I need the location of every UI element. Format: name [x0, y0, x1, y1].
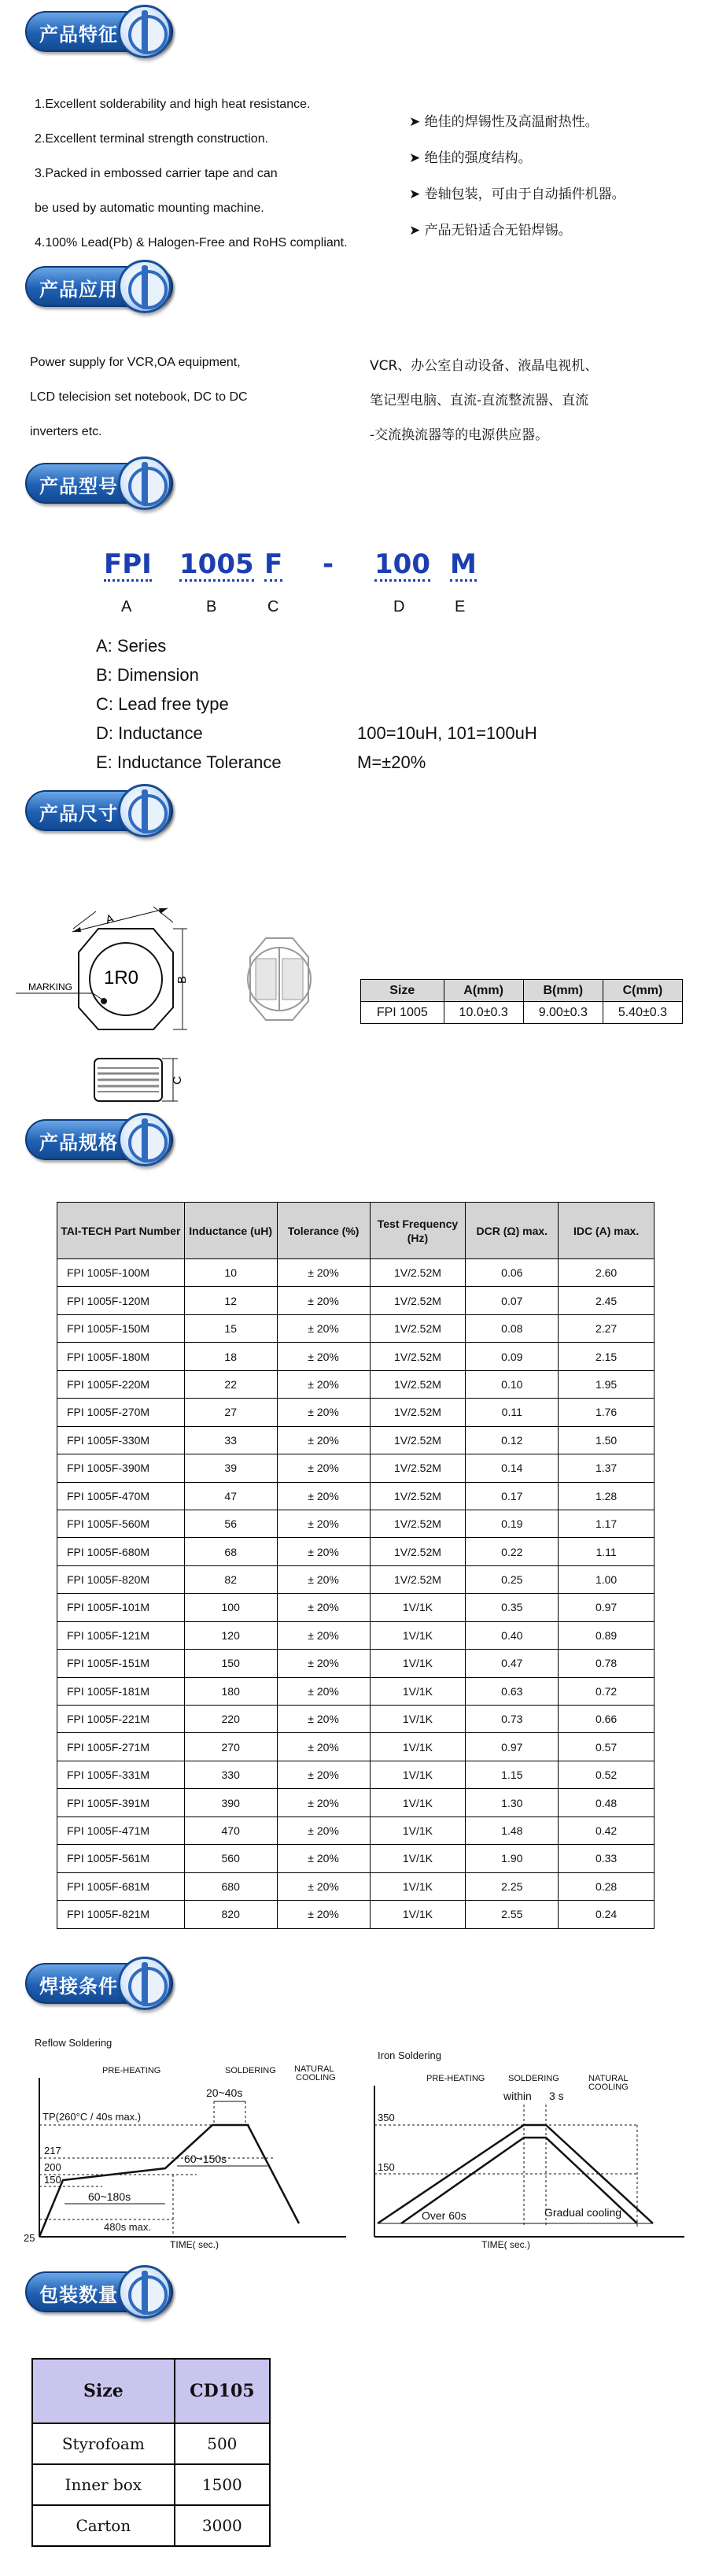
table-cell: 47: [184, 1482, 277, 1510]
table-cell: ± 20%: [277, 1565, 370, 1593]
feature-line: 2.Excellent terminal strength construction.: [35, 132, 269, 146]
table-cell: 0.97: [466, 1733, 559, 1761]
section-badge-model: 产品型号: [25, 455, 173, 510]
table-cell: FPI 1005: [361, 1002, 444, 1024]
table-cell: 18: [184, 1343, 277, 1370]
table-cell: 1.48: [466, 1817, 559, 1844]
model-part-tolerance: M: [450, 549, 477, 580]
table-cell: 1V/1K: [370, 1650, 466, 1677]
table-cell: 9.00±0.3: [523, 1002, 603, 1024]
dim-label-a: A: [104, 911, 116, 927]
table-cell: 0.47: [466, 1650, 559, 1677]
table-cell: FPI 1005F-121M: [57, 1621, 185, 1649]
table-cell: 1V/1K: [370, 1706, 466, 1733]
table-cell: 0.28: [559, 1872, 655, 1900]
reflow-temp-label: 150: [44, 2174, 61, 2186]
table-cell: 12: [184, 1287, 277, 1314]
table-cell: 0.24: [559, 1901, 655, 1928]
logo-icon: [118, 784, 171, 837]
table-row: [32, 2423, 270, 2464]
header-cell: Test Frequency (Hz): [370, 1203, 466, 1259]
table-cell: 10.0±0.3: [444, 1002, 523, 1024]
table-cell: ± 20%: [277, 1733, 370, 1761]
table-cell: 1.30: [466, 1789, 559, 1817]
table-header-row: [361, 980, 683, 1002]
model-letter: A: [121, 598, 132, 615]
table-cell: 560: [184, 1845, 277, 1872]
feature-line: be used by automatic mounting machine.: [35, 201, 264, 215]
section-badge-features: 产品特征: [25, 3, 173, 58]
table-cell: 0.06: [466, 1259, 559, 1287]
header-cell: B(mm): [523, 980, 603, 1002]
table-cell: FPI 1005F-471M: [57, 1817, 185, 1844]
reflow-title: Reflow Soldering: [35, 2037, 112, 2049]
table-row: [57, 1706, 655, 1733]
table-cell: 2.15: [559, 1343, 655, 1370]
model-letter: B: [206, 598, 217, 615]
table-row: [57, 1399, 655, 1426]
side-view-drawing: [94, 1059, 178, 1101]
table-cell: 470: [184, 1817, 277, 1844]
table-cell: FPI 1005F-220M: [57, 1370, 185, 1398]
table-cell: ± 20%: [277, 1761, 370, 1788]
table-cell: 0.48: [559, 1789, 655, 1817]
table-cell: ± 20%: [277, 1706, 370, 1733]
table-cell: 0.57: [559, 1733, 655, 1761]
table-cell: 0.33: [559, 1845, 655, 1872]
reflow-stage-label: SOLDERING: [225, 2066, 276, 2075]
iron-temp-label: 350: [378, 2112, 395, 2123]
table-cell: ± 20%: [277, 1399, 370, 1426]
table-cell: 2.25: [466, 1872, 559, 1900]
header-cell: Inductance (uH): [184, 1203, 277, 1259]
application-cn-line: VCR、办公室自动设备、液晶电视机、: [370, 358, 599, 374]
model-part-inductance: 100: [374, 549, 430, 580]
table-cell: FPI 1005F-120M: [57, 1287, 185, 1314]
table-cell: ± 20%: [277, 1901, 370, 1928]
table-cell: 68: [184, 1538, 277, 1565]
table-cell: 2.45: [559, 1287, 655, 1314]
table-cell: 1V/2.52M: [370, 1287, 466, 1314]
section-badge-soldering: 焊接条件: [25, 1955, 173, 2010]
table-cell: ± 20%: [277, 1343, 370, 1370]
table-row: [361, 1002, 683, 1024]
table-cell: 1V/1K: [370, 1733, 466, 1761]
model-legend-key: C: Lead free type: [96, 694, 229, 714]
table-row: [57, 1565, 655, 1593]
table-cell: 0.12: [466, 1426, 559, 1454]
table-cell: 1V/1K: [370, 1677, 466, 1705]
table-cell: 0.19: [466, 1510, 559, 1537]
model-part-series: FPI: [104, 549, 152, 580]
marking-label: MARKING: [28, 981, 73, 992]
table-cell: 0.63: [466, 1677, 559, 1705]
table-cell: FPI 1005F-271M: [57, 1733, 185, 1761]
table-cell: 0.52: [559, 1761, 655, 1788]
table-cell: 1V/1K: [370, 1789, 466, 1817]
iron-within-label: within: [503, 2090, 532, 2102]
table-cell: 150: [184, 1650, 277, 1677]
table-cell: 0.97: [559, 1594, 655, 1621]
header-cell: Size: [361, 980, 444, 1002]
table-cell: 0.66: [559, 1706, 655, 1733]
feature-cn-line: ➤ 绝佳的强度结构。: [409, 150, 532, 166]
logo-icon: [118, 5, 171, 58]
table-cell: 270: [184, 1733, 277, 1761]
table-cell: 1V/2.52M: [370, 1510, 466, 1537]
table-cell: ± 20%: [277, 1287, 370, 1314]
table-cell: ± 20%: [277, 1677, 370, 1705]
reflow-liquidus-label: 60~150s: [184, 2153, 227, 2165]
table-cell: 0.14: [466, 1454, 559, 1482]
feature-line: 1.Excellent solderability and high heat resistance.: [35, 98, 311, 111]
feature-cn-line: ➤ 绝佳的焊锡性及高温耐热性。: [409, 114, 599, 130]
table-cell: 1.90: [466, 1845, 559, 1872]
table-cell: 0.25: [466, 1565, 559, 1593]
table-header-row: [57, 1203, 655, 1259]
table-cell: 5.40±0.3: [603, 1002, 682, 1024]
spec-table: [57, 1202, 655, 1929]
table-cell: 1.76: [559, 1399, 655, 1426]
table-cell: 1V/2.52M: [370, 1482, 466, 1510]
table-cell: 0.78: [559, 1650, 655, 1677]
header-cell: CD105: [175, 2359, 270, 2423]
table-cell: 2.60: [559, 1259, 655, 1287]
iron-xlabel: TIME( sec.): [481, 2239, 530, 2250]
reflow-stage-label: PRE-HEATING: [102, 2066, 161, 2075]
table-cell: 82: [184, 1565, 277, 1593]
model-part-dash: -: [323, 549, 334, 580]
table-cell: 0.89: [559, 1621, 655, 1649]
table-cell: 0.09: [466, 1343, 559, 1370]
reflow-temp-label: 217: [44, 2145, 61, 2157]
iron-preheat-label: Over 60s: [422, 2209, 466, 2222]
iron-stage-label: NATURAL: [588, 2074, 629, 2083]
table-cell: 1V/2.52M: [370, 1538, 466, 1565]
table-row: [57, 1872, 655, 1900]
reflow-window-label: 20~40s: [206, 2086, 243, 2099]
application-line: Power supply for VCR,OA equipment,: [30, 356, 241, 369]
table-cell: ± 20%: [277, 1817, 370, 1844]
table-cell: FPI 1005F-470M: [57, 1482, 185, 1510]
table-row: [57, 1510, 655, 1537]
section-badge-dimension: 产品尺寸: [25, 782, 173, 837]
feature-line: 4.100% Lead(Pb) & Halogen-Free and RoHS compliant.: [35, 236, 348, 249]
table-cell: 22: [184, 1370, 277, 1398]
dimension-table: [360, 979, 683, 1024]
table-cell: 0.10: [466, 1370, 559, 1398]
iron-profile-diagram: [370, 2062, 692, 2251]
feature-line: 3.Packed in embossed carrier tape and can: [35, 167, 278, 180]
model-legend-value: 100=10uH, 101=100uH: [357, 723, 537, 743]
table-cell: 100: [184, 1594, 277, 1621]
table-cell: 0.42: [559, 1817, 655, 1844]
table-cell: FPI 1005F-100M: [57, 1259, 185, 1287]
table-row: [57, 1454, 655, 1482]
logo-icon: [118, 1957, 171, 2010]
table-cell: ± 20%: [277, 1872, 370, 1900]
table-row: [57, 1761, 655, 1788]
dim-label-c: C: [171, 1076, 184, 1085]
table-cell: 0.08: [466, 1314, 559, 1342]
model-legend-key: A: Series: [96, 636, 167, 656]
application-line: LCD telecision set notebook, DC to DC: [30, 390, 248, 404]
iron-seconds-label: 3 s: [549, 2090, 564, 2102]
table-row: [57, 1370, 655, 1398]
model-part-dimension: 1005: [179, 549, 254, 580]
table-cell: FPI 1005F-151M: [57, 1650, 185, 1677]
table-row: [57, 1621, 655, 1649]
iron-stage-label: SOLDERING: [508, 2074, 559, 2083]
application-cn-line: -交流换流器等的电源供应器。: [370, 427, 549, 443]
table-cell: 1.11: [559, 1538, 655, 1565]
table-row: [57, 1789, 655, 1817]
model-letter: C: [267, 598, 279, 615]
table-cell: 27: [184, 1399, 277, 1426]
application-line: inverters etc.: [30, 425, 102, 438]
table-cell: 0.11: [466, 1399, 559, 1426]
reflow-total-label: 480s max.: [104, 2221, 151, 2233]
table-row: [57, 1845, 655, 1872]
iron-stage-label: COOLING: [588, 2083, 629, 2092]
table-cell: ± 20%: [277, 1594, 370, 1621]
table-row: [57, 1482, 655, 1510]
table-cell: FPI 1005F-221M: [57, 1706, 185, 1733]
table-header-row: [32, 2359, 270, 2423]
table-cell: 2.55: [466, 1901, 559, 1928]
logo-icon: [118, 1113, 171, 1166]
feature-cn-line: ➤ 卷轴包装，可由于自动插件机器。: [409, 187, 625, 202]
table-cell: FPI 1005F-681M: [57, 1872, 185, 1900]
table-cell: FPI 1005F-101M: [57, 1594, 185, 1621]
table-cell: 1.28: [559, 1482, 655, 1510]
logo-icon: [118, 2265, 171, 2319]
header-cell: A(mm): [444, 980, 523, 1002]
table-cell: Carton: [32, 2505, 175, 2546]
table-cell: FPI 1005F-331M: [57, 1761, 185, 1788]
reflow-temp-label: 25: [24, 2232, 35, 2244]
table-row: [57, 1287, 655, 1314]
header-cell: DCR (Ω) max.: [466, 1203, 559, 1259]
table-cell: FPI 1005F-680M: [57, 1538, 185, 1565]
table-cell: 56: [184, 1510, 277, 1537]
table-row: [32, 2464, 270, 2505]
feature-cn-line: ➤ 产品无铅适合无铅焊锡。: [409, 223, 572, 238]
reflow-xlabel: TIME( sec.): [170, 2239, 219, 2250]
model-part-leadfree: F: [264, 549, 283, 580]
table-row: [57, 1426, 655, 1454]
table-cell: 1V/2.52M: [370, 1426, 466, 1454]
table-cell: Styrofoam: [32, 2423, 175, 2464]
iron-stage-label: PRE-HEATING: [426, 2074, 485, 2083]
table-cell: 1.00: [559, 1565, 655, 1593]
table-cell: ± 20%: [277, 1789, 370, 1817]
table-cell: 1V/2.52M: [370, 1565, 466, 1593]
iron-temp-label: 150: [378, 2161, 395, 2173]
table-cell: 1.95: [559, 1370, 655, 1398]
table-cell: 0.72: [559, 1677, 655, 1705]
table-cell: 1500: [175, 2464, 270, 2505]
table-row: [57, 1817, 655, 1844]
table-cell: ± 20%: [277, 1621, 370, 1649]
table-cell: ± 20%: [277, 1426, 370, 1454]
table-cell: 1V/1K: [370, 1761, 466, 1788]
table-cell: FPI 1005F-181M: [57, 1677, 185, 1705]
table-cell: 2.27: [559, 1314, 655, 1342]
header-cell: Size: [32, 2359, 175, 2423]
table-cell: 1V/1K: [370, 1594, 466, 1621]
logo-icon: [118, 260, 171, 313]
table-cell: 1V/2.52M: [370, 1343, 466, 1370]
reflow-stage-label: NATURAL: [294, 2064, 334, 2074]
table-cell: 1V/2.52M: [370, 1314, 466, 1342]
model-legend-key: D: Inductance: [96, 723, 203, 743]
model-letter: E: [455, 598, 466, 615]
table-cell: 39: [184, 1454, 277, 1482]
section-badge-spec: 产品规格: [25, 1111, 173, 1166]
table-row: [57, 1733, 655, 1761]
table-cell: 500: [175, 2423, 270, 2464]
table-cell: 680: [184, 1872, 277, 1900]
table-cell: ± 20%: [277, 1314, 370, 1342]
logo-icon: [118, 456, 171, 510]
table-cell: 0.40: [466, 1621, 559, 1649]
reflow-stage-label: COOLING: [296, 2073, 336, 2083]
table-cell: 1V/1K: [370, 1845, 466, 1872]
table-cell: 1V/1K: [370, 1872, 466, 1900]
table-cell: 820: [184, 1901, 277, 1928]
table-cell: 1V/1K: [370, 1817, 466, 1844]
table-cell: 0.35: [466, 1594, 559, 1621]
table-row: [57, 1677, 655, 1705]
header-cell: IDC (A) max.: [559, 1203, 655, 1259]
table-cell: FPI 1005F-821M: [57, 1901, 185, 1928]
reflow-profile-curve: [39, 2125, 299, 2237]
model-legend-key: B: Dimension: [96, 665, 199, 685]
reflow-profile-diagram: [16, 2062, 362, 2251]
table-cell: 220: [184, 1706, 277, 1733]
table-row: [57, 1343, 655, 1370]
top-view-drawing: [16, 907, 187, 1029]
model-legend-value: M=±20%: [357, 752, 426, 772]
table-cell: ± 20%: [277, 1370, 370, 1398]
header-cell: TAI-TECH Part Number: [57, 1203, 185, 1259]
table-row: [57, 1259, 655, 1287]
table-cell: 0.07: [466, 1287, 559, 1314]
iron-cooling-label: Gradual cooling: [544, 2206, 622, 2219]
reflow-preheat-label: 60~180s: [88, 2190, 131, 2203]
table-cell: FPI 1005F-560M: [57, 1510, 185, 1537]
reflow-tp-label: TP(260°C / 40s max.): [42, 2111, 142, 2123]
table-cell: FPI 1005F-330M: [57, 1426, 185, 1454]
table-cell: FPI 1005F-820M: [57, 1565, 185, 1593]
table-cell: 1.17: [559, 1510, 655, 1537]
model-legend-key: E: Inductance Tolerance: [96, 752, 282, 772]
table-cell: 1.50: [559, 1426, 655, 1454]
table-cell: ± 20%: [277, 1650, 370, 1677]
marking-text: 1R0: [104, 967, 139, 989]
table-cell: 15: [184, 1314, 277, 1342]
table-cell: 0.17: [466, 1482, 559, 1510]
table-cell: Inner box: [32, 2464, 175, 2505]
table-cell: FPI 1005F-390M: [57, 1454, 185, 1482]
table-cell: ± 20%: [277, 1538, 370, 1565]
reflow-temp-label: 200: [44, 2161, 61, 2173]
table-cell: 120: [184, 1621, 277, 1649]
table-cell: 1V/2.52M: [370, 1454, 466, 1482]
table-cell: 1.37: [559, 1454, 655, 1482]
table-cell: 3000: [175, 2505, 270, 2546]
iron-title: Iron Soldering: [378, 2049, 441, 2061]
table-cell: FPI 1005F-561M: [57, 1845, 185, 1872]
table-row: [57, 1650, 655, 1677]
packing-table: [31, 2358, 271, 2547]
header-cell: Tolerance (%): [277, 1203, 370, 1259]
table-cell: FPI 1005F-180M: [57, 1343, 185, 1370]
section-badge-packing: 包装数量: [25, 2264, 173, 2319]
table-cell: 1V/1K: [370, 1621, 466, 1649]
table-cell: ± 20%: [277, 1259, 370, 1287]
table-cell: FPI 1005F-391M: [57, 1789, 185, 1817]
table-cell: 1V/2.52M: [370, 1370, 466, 1398]
dimension-drawing: [16, 897, 346, 1110]
table-cell: 0.73: [466, 1706, 559, 1733]
header-cell: C(mm): [603, 980, 682, 1002]
table-cell: 1.15: [466, 1761, 559, 1788]
dim-label-b: B: [175, 975, 189, 984]
table-row: [57, 1314, 655, 1342]
table-cell: ± 20%: [277, 1845, 370, 1872]
bottom-view-drawing: [248, 938, 311, 1020]
table-cell: 180: [184, 1677, 277, 1705]
table-row: [57, 1901, 655, 1928]
table-cell: 1V/1K: [370, 1901, 466, 1928]
table-cell: ± 20%: [277, 1510, 370, 1537]
table-row: [32, 2505, 270, 2546]
table-cell: 330: [184, 1761, 277, 1788]
table-cell: ± 20%: [277, 1482, 370, 1510]
table-cell: FPI 1005F-270M: [57, 1399, 185, 1426]
table-cell: 1V/2.52M: [370, 1259, 466, 1287]
section-badge-application: 产品应用: [25, 258, 173, 313]
table-cell: 33: [184, 1426, 277, 1454]
table-row: [57, 1538, 655, 1565]
table-cell: 0.22: [466, 1538, 559, 1565]
application-cn-line: 笔记型电脑、直流-直流整流器、直流: [370, 393, 589, 408]
table-cell: ± 20%: [277, 1454, 370, 1482]
table-cell: FPI 1005F-150M: [57, 1314, 185, 1342]
model-letter: D: [393, 598, 405, 615]
table-cell: 390: [184, 1789, 277, 1817]
table-cell: 1V/2.52M: [370, 1399, 466, 1426]
table-row: [57, 1594, 655, 1621]
table-cell: 10: [184, 1259, 277, 1287]
